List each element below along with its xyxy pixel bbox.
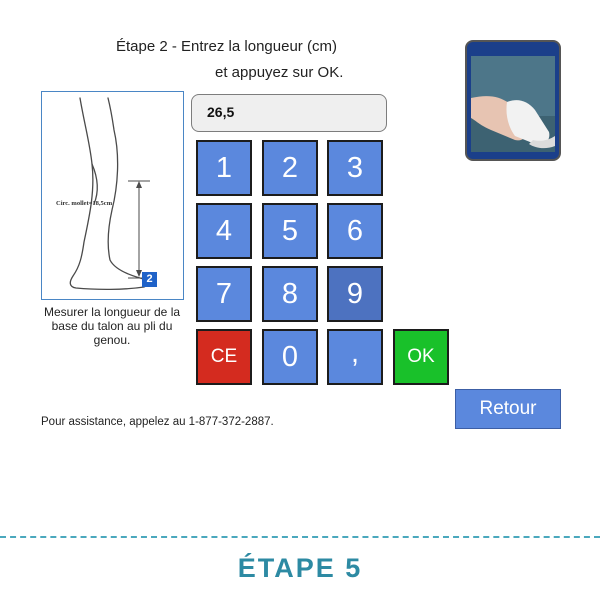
- key-6[interactable]: 6: [327, 203, 383, 259]
- instruction-title-line1: Étape 2 - Entrez la longueur (cm): [116, 38, 337, 55]
- clear-entry-button[interactable]: CE: [196, 329, 252, 385]
- key-5[interactable]: 5: [262, 203, 318, 259]
- assistance-phone-text: Pour assistance, appelez au 1-877-372-2887.: [41, 416, 274, 428]
- key-0[interactable]: 0: [262, 329, 318, 385]
- stocking-photo-image: [471, 56, 555, 152]
- measurement-step-badge: 2: [142, 272, 157, 287]
- calf-circumference-label: Circ. mollet=18,5cm: [56, 200, 113, 207]
- key-2[interactable]: 2: [262, 140, 318, 196]
- key-7[interactable]: 7: [196, 266, 252, 322]
- key-1[interactable]: 1: [196, 140, 252, 196]
- measurement-instruction: Mesurer la longueur de la base du talon au pli du genou.: [43, 305, 181, 347]
- length-input-display: 26,5: [191, 94, 387, 132]
- leg-measurement-diagram: [41, 91, 184, 300]
- back-button[interactable]: Retour: [455, 389, 561, 429]
- key-8[interactable]: 8: [262, 266, 318, 322]
- key-comma[interactable]: ,: [327, 329, 383, 385]
- key-4[interactable]: 4: [196, 203, 252, 259]
- section-divider: [0, 536, 600, 538]
- instruction-title-line2: et appuyez sur OK.: [215, 64, 344, 81]
- step-heading: ÉTAPE 5: [237, 553, 363, 583]
- ok-button[interactable]: OK: [393, 329, 449, 385]
- key-3[interactable]: 3: [327, 140, 383, 196]
- stocking-photo: [465, 40, 561, 161]
- key-9[interactable]: 9: [327, 266, 383, 322]
- leg-illustration: [42, 92, 182, 298]
